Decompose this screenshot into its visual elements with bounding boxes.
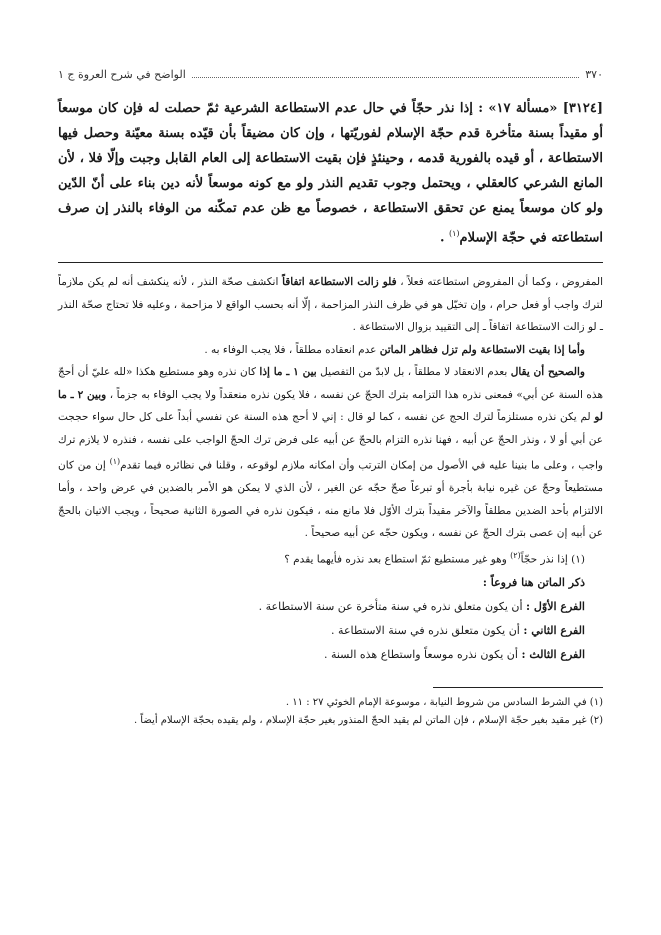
branch-label: الفرع الثالث : [521,647,585,661]
branch-label: الفرع الثاني : [523,623,585,637]
branch-label: الفرع الأوّل : [526,599,585,613]
main-paragraph-end: . [439,230,449,246]
page [58,68,603,915]
commentary-paragraph-1 [58,271,603,339]
main-divider [58,262,603,263]
book-title: الواضح في شرح العروة ج ١ [58,68,186,81]
commentary-text: كان نذره وهو مستطيع هكذا «لله عليّ أن أحجّ هذه السنة عن أبي» فمعنى نذره هذا التزامه بترك الحجّ عن نفسه ، فلا يكون نذره منعقداً ولا يجب الوفاء به جزماً ، [58,366,603,401]
commentary-emphasis: والصحيح أن يقال [510,366,585,379]
footnote-ref-1b[interactable]: (١) [109,457,121,467]
commentary-text: لم يكن نذره مستلزماً لترك الحج عن نفسه ، كما لو قال : إني لا أحج هذه السنة عن نفسي أبداً على كل حال سواء حججت عن أبي أو لا ، ونذر الحجّ عن أبيه ، فهنا نذره التزام بالحجّ عن أبيه على فرض ترك الحجّ الواجب على نفسه ، فنذره لا يلازم ترك واجب ، وعلى ما بنينا عليه في الأصول من إمكان الترتب وأن امكانه ملازم لوقوعه ، وقلنا في نظائره فيما تقدم [58,411,603,472]
commentary-text: وهو غير مستطيع ثمّ استطاع بعد نذره فأيهما يقدم ؟ [284,553,511,566]
branch-text: أن يكون متعلق نذره في سنة الاستطاعة . [331,623,524,637]
branches-list [58,571,603,667]
header-dot-leader [192,69,580,78]
footnote-1: (١) في الشرط السادس من شروط النيابة ، موسوعة الإمام الخوئي ٢٧ : ١١ . [285,696,603,708]
branch-item [58,643,585,667]
commentary-emphasis: وأما إذا بقيت الاستطاعة ولم تزل فظاهر الماتن [379,343,585,356]
commentary-text: عدم انعقاده مطلقاً ، فلا يجب الوفاء به . [204,343,380,356]
commentary-emphasis: فلو زالت الاستطاعة اتفاقاً [282,276,397,289]
page-number: ٣٧٠ [585,68,603,81]
footnote-rule-wrap [58,667,603,694]
commentary-text: انكشف صحّة النذر ، لأنه ينكشف أنه لم يكن ملازماً لترك واجب أو فعل حرام ، وإن تخيّل هو في ظرف النذر المزاحمة ، إلّا أنه بحسب الواقع لا مزاحمة ، وعليه فلا تحتاج صحّة النذر ـ لو زالت الاستطاعة اتفاقاً ـ إلى التقييد بزوال الاستطاعة . [58,276,603,334]
main-paragraph: [٣١٢٤] «مسألة ١٧» : إذا نذر حجّاً في حال عدم الاستطاعة الشرعية ثمّ حصلت له فإن كان موسعاً أو مقيداً بسنة متأخرة قدم حجّة الإسلام لفوريّتها ، وإن كان مضيقاً بأن قيّده بسنة معيّنة وحصل فيها الاستطاعة ، أو قيده بالفورية قدمه ، وحينئذٍ فإن بقيت الاستطاعة إلى العام القابل وجبت وإلّا فلا ، لأن المانع الشرعي كالعقلي ، ويحتمل وجوب تقديم النذر ولو مع كونه موسعاً لأنه دين بناء على أنّ الدّين ولو كان موسعاً يمنع عن تحقق الاستطاعة ، خصوصاً مع ظن عدم تمكّنه من الوفاء بالنذر إن صرف استطاعته في حجّة الإسلام [58,101,604,246]
commentary-text: إن من كان مستطيعاً وحجّ عن غيره نيابة بأجرة أو تبرعاً صحّ حجّه عن الغير ، لأن الذي لا يمكن هو الأمر بالضدين في عرض واحد ، وأما الالتزام بأحد الضدين مطلقاً والآخر مقيداً بترك الأوّل فلا مانع منه ، فيكون نذره في الصورة الثانية صحيحاً ، ويجب الاتيان بالحجّ عن أبيه إن عصى بترك الحجّ عن نفسه ، ويكون حجّه عن أبيه صحيحاً . [58,459,603,540]
branch-item [58,619,585,643]
commentary-emphasis: وبين ٢ ـ ما لو [58,388,603,424]
commentary-text: المفروض ، وكما أن المفروض استطاعته فعلاً ، [396,276,604,289]
commentary-paragraph-2 [58,339,603,362]
footnote-2: (٢) غير مقيد بغير حجّة الإسلام ، فإن الماتن لم يقيد الحجّ المنذور بغير حجّة الإسلام ، ولم يقيده بحجّة الإسلام أيضاً . [133,714,603,726]
commentary-text: بعدم الانعقاد لا مطلقاً ، بل لابدّ من التفصيل [316,366,511,379]
footnote-ref-1[interactable]: (١) [449,229,460,238]
commentary-text: (١) إذا نذر حجّاً [520,553,585,566]
footnote-divider [433,687,603,688]
branches-title: ذكر الماتن هنا فروعاً : [482,575,585,589]
footnote-ref-2[interactable]: (٢) [510,550,521,560]
commentary [58,271,603,667]
branch-text: أن يكون نذره موسعاً واستطاع هذه السنة . [323,647,522,661]
commentary-emphasis: بين ١ ـ ما إذا [259,366,317,379]
branch-item [58,595,585,619]
branch-text: أن يكون متعلق نذره في سنة متأخرة عن سنة الاستطاعة . [258,599,527,613]
commentary-note [58,545,603,571]
running-header [58,68,603,92]
main-text [58,96,603,250]
commentary-paragraph-3 [58,361,603,545]
